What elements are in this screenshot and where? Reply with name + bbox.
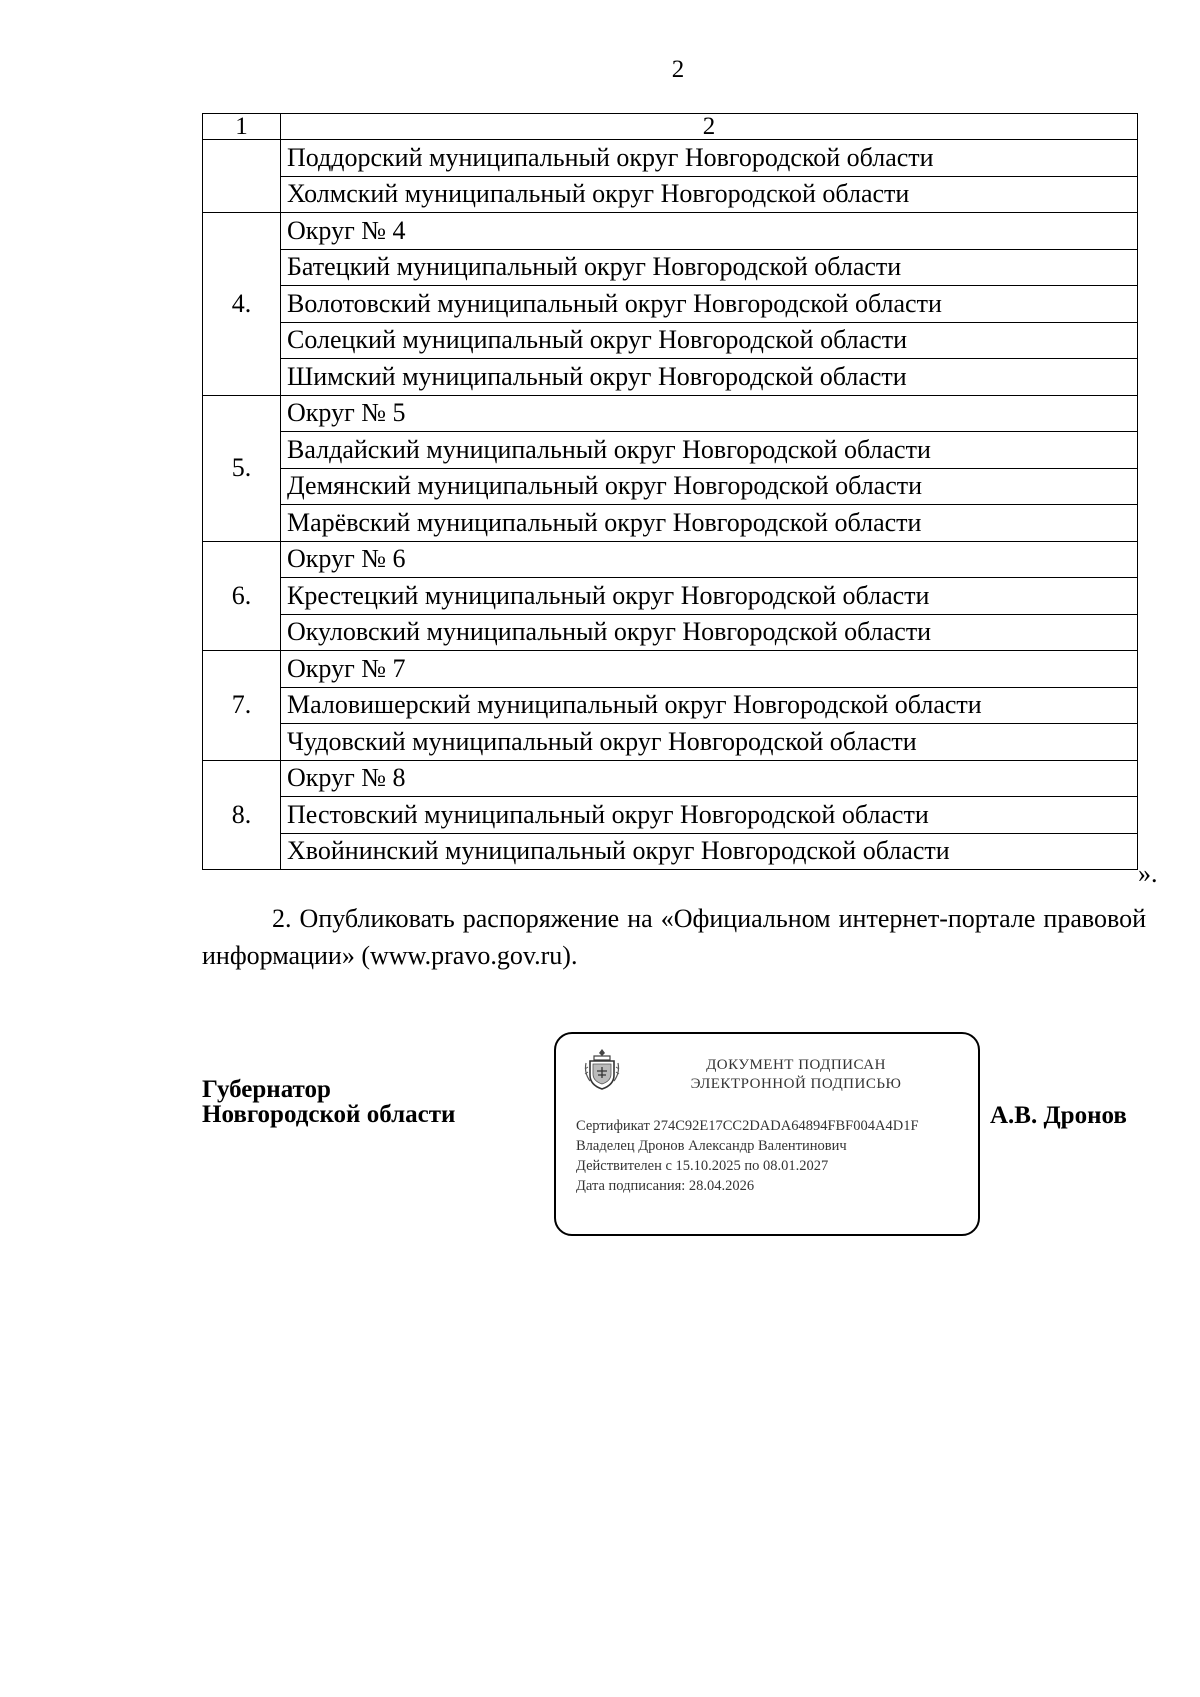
certificate-owner: Владелец Дронов Александр Валентинович bbox=[576, 1138, 847, 1154]
table-row bbox=[203, 687, 1138, 724]
district-name-cell: Солецкий муниципальный округ Новгородской области bbox=[281, 322, 1138, 359]
table-row bbox=[203, 614, 1138, 651]
signer-position bbox=[202, 1077, 455, 1127]
signing-date: Дата подписания: 28.04.2026 bbox=[576, 1178, 755, 1194]
table-row bbox=[203, 176, 1138, 213]
certificate-number: Сертификат 274C92E17CC2DADA64894FBF004A4D1F bbox=[576, 1118, 919, 1134]
district-name-cell: Шимский муниципальный округ Новгородской области bbox=[281, 359, 1138, 396]
district-name-cell: Округ № 4 bbox=[281, 213, 1138, 250]
district-name-cell: Марёвский муниципальный округ Новгородской области bbox=[281, 505, 1138, 542]
table-row bbox=[203, 797, 1138, 834]
stamp-info bbox=[576, 1116, 919, 1196]
row-number-cell: 5. bbox=[203, 395, 281, 541]
district-name-cell: Пестовский муниципальный округ Новгородской области bbox=[281, 797, 1138, 834]
district-name-cell: Батецкий муниципальный округ Новгородской области bbox=[281, 249, 1138, 286]
page-number: 2 bbox=[671, 56, 685, 83]
row-number-cell: 7. bbox=[203, 651, 281, 761]
stamp-title-line-1: ДОКУМЕНТ ПОДПИСАН bbox=[706, 1057, 886, 1073]
table-row bbox=[203, 359, 1138, 396]
district-name-cell: Окуловский муниципальный округ Новгородской области bbox=[281, 614, 1138, 651]
table-row bbox=[203, 541, 1138, 578]
position-line-1: Губернатор bbox=[202, 1076, 331, 1103]
electronic-signature-stamp bbox=[554, 1032, 980, 1236]
column-header-1: 1 bbox=[203, 114, 281, 140]
row-number-cell: 6. bbox=[203, 541, 281, 651]
district-name-cell: Поддорский муниципальный округ Новгородской области bbox=[281, 140, 1138, 177]
table-row bbox=[203, 833, 1138, 870]
table-row bbox=[203, 760, 1138, 797]
table-row bbox=[203, 249, 1138, 286]
district-name-cell: Демянский муниципальный округ Новгородской области bbox=[281, 468, 1138, 505]
publication-text: 2. Опубликовать распоряжение на «Официальном интернет-портале правовой информации» (www.pravo.gov.ru). bbox=[202, 904, 1146, 970]
district-name-cell: Округ № 5 bbox=[281, 395, 1138, 432]
table-header-row bbox=[203, 114, 1138, 140]
table-row bbox=[203, 140, 1138, 177]
district-name-cell: Холмский муниципальный округ Новгородской области bbox=[281, 176, 1138, 213]
stamp-title bbox=[636, 1056, 956, 1094]
stamp-title-line-2: ЭЛЕКТРОННОЙ ПОДПИСЬЮ bbox=[690, 1076, 902, 1092]
district-name-cell: Валдайский муниципальный округ Новгородской области bbox=[281, 432, 1138, 469]
table-row bbox=[203, 432, 1138, 469]
column-header-2: 2 bbox=[281, 114, 1138, 140]
table-body bbox=[203, 114, 1138, 870]
district-name-cell: Маловишерский муниципальный округ Новгородской области bbox=[281, 687, 1138, 724]
position-line-2: Новгородской области bbox=[202, 1101, 456, 1128]
publication-paragraph bbox=[202, 900, 1146, 974]
district-name-cell: Крестецкий муниципальный округ Новгородской области bbox=[281, 578, 1138, 615]
row-number-cell: 8. bbox=[203, 760, 281, 870]
district-name-cell: Округ № 7 bbox=[281, 651, 1138, 688]
row-number-cell: 4. bbox=[203, 213, 281, 396]
district-name-cell: Округ № 8 bbox=[281, 760, 1138, 797]
row-number-cell bbox=[203, 140, 281, 213]
closing-quote: ». bbox=[1138, 859, 1158, 888]
table-row bbox=[203, 505, 1138, 542]
table-row bbox=[203, 286, 1138, 323]
certificate-validity: Действителен с 15.10.2025 по 08.01.2027 bbox=[576, 1158, 829, 1174]
table-row bbox=[203, 651, 1138, 688]
district-name-cell: Округ № 6 bbox=[281, 541, 1138, 578]
signer-name: А.В. Дронов bbox=[990, 1102, 1127, 1129]
districts-table bbox=[202, 113, 1138, 870]
coat-of-arms-icon bbox=[582, 1047, 622, 1091]
district-name-cell: Чудовский муниципальный округ Новгородской области bbox=[281, 724, 1138, 761]
district-name-cell: Волотовский муниципальный округ Новгородской области bbox=[281, 286, 1138, 323]
table-row bbox=[203, 213, 1138, 250]
table-row bbox=[203, 395, 1138, 432]
table-row bbox=[203, 724, 1138, 761]
table-row bbox=[203, 578, 1138, 615]
table-row bbox=[203, 468, 1138, 505]
table-row bbox=[203, 322, 1138, 359]
district-name-cell: Хвойнинский муниципальный округ Новгородской области bbox=[281, 833, 1138, 870]
